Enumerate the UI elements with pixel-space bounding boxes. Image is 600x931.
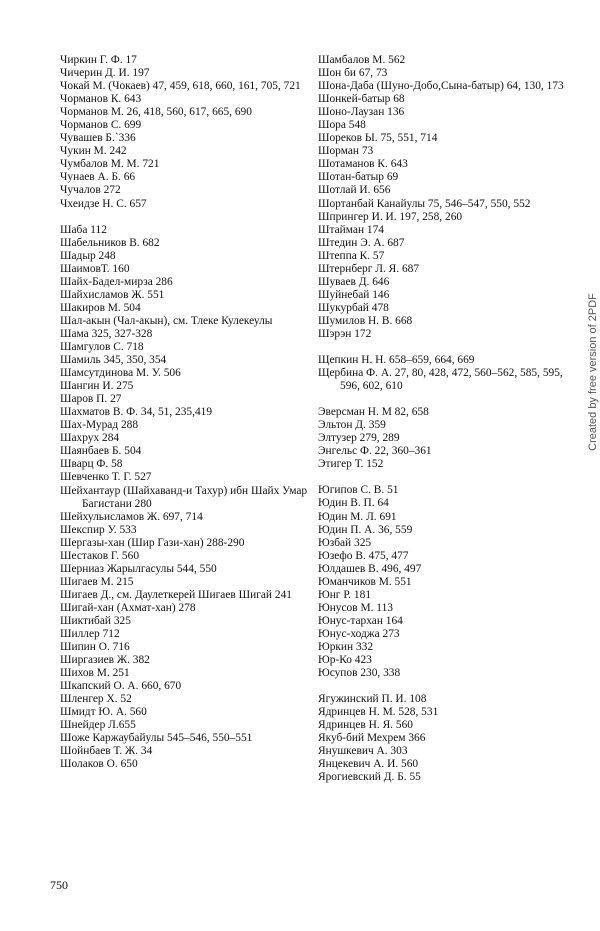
index-entry: Шаров П. 27 [60,393,122,406]
index-entry: Чорманов К. 643 [60,93,142,106]
index-entry: Шейхантаур (Шайхаванд-и Тахур) ибн Шайх Умар Багистани 280 [60,484,308,510]
index-entry: Элтузер 279, 289 [318,432,400,445]
index-entry: Шиктибай 325 [60,614,131,627]
index-entry: Шпрингер И. И. 197, 258, 260 [318,210,463,223]
index-entry: Шорман 73 [318,145,374,158]
index-entry: ШаимовТ. 160 [60,262,130,275]
index-entry: Шергазы-хан (Шир Гази-хан) 288-290 [60,536,245,549]
index-entry: Чиркин Г. Ф. 17 [60,54,137,66]
letter-group-separator [60,211,310,224]
index-entry: Юркин 332 [318,640,374,653]
index-entry: Шукурбай 478 [318,301,389,314]
index-entry: Шамбалов М. 562 [318,54,406,66]
index-entry: Шамсутдинова М. У. 506 [60,367,181,380]
index-entry: Юлдашев В. 496, 497 [318,562,422,575]
index-entry: Шигаев М. 215 [60,575,134,588]
index-entry: Шуваев Д. 646 [318,275,390,288]
index-entry: Янушкевич А. 303 [318,745,408,758]
index-entry: Шнейдер Л.655 [60,719,136,732]
index-entry: Шумилов Н. В. 668 [318,314,413,327]
index-entry: Юзефо В. 475, 477 [318,549,409,562]
index-entry: Шакиров М. 504 [60,301,141,314]
index-entry: Шестаков Г. 560 [60,549,140,562]
index-entry: Шейхульисламов Ж. 697, 714 [60,510,203,523]
index-entry: Шотлай И. 656 [318,184,391,197]
index-entry: Штедин Э. А. 687 [318,236,405,249]
index-entry: Югипов С. В. 51 [318,484,399,497]
index-entry: Штеппа К. 57 [318,249,385,262]
index-entry: Шадыр 248 [60,249,116,262]
index-entry: Шамгулов С. 718 [60,340,144,353]
index-entry: Чхеидзе Н. С. 657 [60,197,147,210]
index-entry: Шойнбаев Т. Ж. 34 [60,745,153,758]
index-entry: Энгельс Ф. 22, 360–361 [318,445,432,458]
index-entry: Эльтон Д. 359 [318,419,386,432]
watermark-text: Created by free version of 2PDF [587,293,599,451]
index-entry: Шахматов В. Ф. 34, 51, 235,419 [60,406,213,419]
index-entry: Шортанбай Канайулы 75, 546–547, 550, 552 [318,197,531,210]
index-entry: Чорманов С. 699 [60,119,142,132]
index-entry: Шэрэн 172 [318,327,372,340]
index-entry: Шабельников В. 682 [60,236,160,249]
index-entry: Шайхисламов Ж. 551 [60,288,165,301]
index-entry: Шкапский О. А. 660, 670 [60,680,182,693]
index-entry: Ярогиевский Д. Б. 55 [318,771,421,784]
index-entry: Шмидт Ю. А. 560 [60,706,147,719]
index-entry: Шигаев Д., см. Даулеткерей Шигаев Шигай 241 [60,588,292,601]
index-entry: Юнусов М. 113 [318,601,393,614]
index-entry: Юр-Ко 423 [318,654,372,667]
index-entry: Шах-Мурад 288 [60,419,139,432]
letter-group-separator [318,471,580,484]
index-entry: Шихов М. 251 [60,667,130,680]
index-entry: Шора 548 [318,119,366,132]
index-entry: Шонкей-батыр 68 [318,93,405,106]
index-entry: Юманчиков М. 551 [318,575,412,588]
index-entry: Чорманов М. 26, 418, 560, 617, 665, 690 [60,106,252,119]
index-entry: Ягужинский П. И. 108 [318,693,427,706]
index-entry: Юнус-ходжа 273 [318,627,400,640]
index-entry: Чучалов 272 [60,184,121,197]
index-column-right [318,54,580,784]
index-entry: Якуб-бий Мехрем 366 [318,732,426,745]
index-entry: Юсупов 230, 338 [318,667,401,680]
index-entry: Шайх-Бадел-мирза 286 [60,275,173,288]
index-entry: Юдин П. А. 36, 559 [318,523,413,536]
index-entry: Этигер Т. 152 [318,458,384,471]
index-entry: Юнус-тархан 164 [318,614,403,627]
index-entry: Ширгазиев Ж. 382 [60,654,150,667]
index-entry: Шварц Ф. 58 [60,458,123,471]
index-entry: Чукин М. 242 [60,145,127,158]
index-entry: Чокай М. (Чокаев) 47, 459, 618, 660, 161, 705, 721 [60,80,301,93]
index-entry: Шон би 67, 73 [318,67,388,80]
index-entry: Чумбалов М. М. 721 [60,158,160,171]
page-number: 750 [50,878,68,892]
index-entry: Шотан-батыр 69 [318,171,399,184]
index-entry: Чичерин Д. И. 197 [60,67,150,80]
index-column-left [60,54,310,772]
index-entry: Шоно-Лаузан 136 [318,106,405,119]
index-entry: Чунаев А. Б. 66 [60,171,136,184]
index-entry: Шипин О. 716 [60,641,130,654]
index-entry: Шона-Даба (Шуно-Добо,Сына-батыр) 64, 130, 173 [318,80,564,93]
index-entry: Чувашев Б.`336 [60,132,136,145]
index-entry: Шоже Каржаубайулы 545–546, 550–551 [60,732,253,745]
index-entry: Юдин М. Л. 691 [318,510,397,523]
index-entry: Шаянбаев Б. 504 [60,445,142,458]
index-entry: Эверсман Н. М 82, 658 [318,406,429,419]
index-entry: Шевченко Т. Г. 527 [60,471,152,484]
index-entry: Юнг Р. 181 [318,588,372,601]
index-entry: Шотаманов К. 643 [318,158,408,171]
index-entry: Шама 325, 327-328 [60,327,153,340]
index-entry: Шуйнебай 146 [318,288,390,301]
index-entry: Шекспир У. 533 [60,523,137,536]
index-entry: Шахрух 284 [60,432,120,445]
letter-group-separator [318,680,580,693]
index-entry: Юзбай 325 [318,536,372,549]
index-entry: Ядринцев Н. М. 528, 531 [318,706,439,719]
index-entry: Шангин И. 275 [60,380,134,393]
index-entry: Шолаков О. 650 [60,758,138,771]
index-entry: Шал-акын (Чал-акын), см. Тлеке Кулекеулы [60,314,273,327]
index-entry: Штайман 174 [318,223,384,236]
index-entry: Ядринцев Н. Я. 560 [318,719,413,732]
index-entry: Шерниаз Жарылгасулы 544, 550 [60,562,217,575]
index-entry: Шленгер Х. 52 [60,693,132,706]
index-entry: Янцекевич А. И. 560 [318,758,419,771]
index-entry: Шореков Ы. 75, 551, 714 [318,132,438,145]
index-entry: Штернберг Л. Я. 687 [318,262,420,275]
index-entry: Шамиль 345, 350, 354 [60,354,167,367]
letter-group-separator [318,341,580,354]
index-entry: Шиллер 712 [60,628,120,641]
index-entry: Щербина Ф. А. 27, 80, 428, 472, 560–562, 585, 595, 596, 602, 610 [318,367,563,393]
index-entry: Шаба 112 [60,223,107,236]
index-entry: Шигай-хан (Ахмат-хан) 278 [60,601,196,614]
index-entry: Щепкин Н. Н. 658–659, 664, 669 [318,354,475,367]
index-entry: Юдин В. П. 64 [318,497,389,510]
letter-group-separator [318,393,580,406]
